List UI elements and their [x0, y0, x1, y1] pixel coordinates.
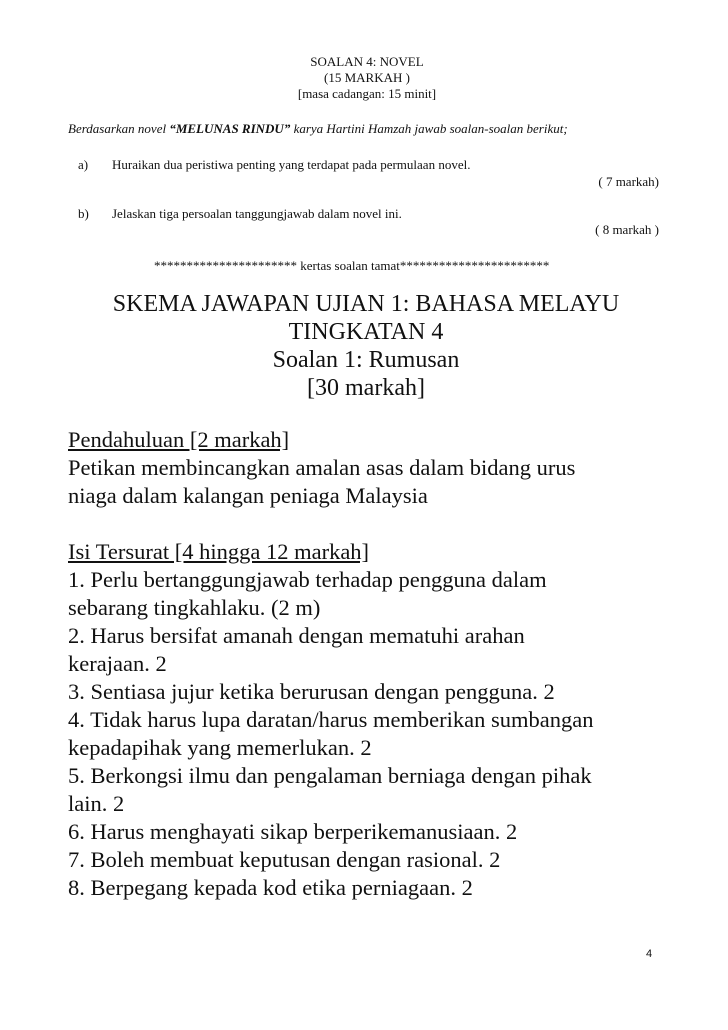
isi-line: lain. 2: [68, 791, 125, 816]
instruction-before: Berdasarkan novel: [68, 121, 170, 136]
isi-line: 3. Sentiasa jujur ketika berurusan dengan pengguna. 2: [68, 679, 555, 704]
question-b-text: Jelaskan tiga persoalan tanggungjawab dalam novel ini.: [112, 206, 402, 221]
isi-line: 4. Tidak harus lupa daratan/harus memberikan sumbangan: [68, 707, 594, 732]
isi-line: 7. Boleh membuat keputusan dengan rasional. 2: [68, 847, 501, 872]
question-a: [78, 157, 470, 173]
question-b: [78, 206, 402, 222]
skema-question: Soalan 1: Rumusan: [272, 347, 460, 373]
isi-line: 1. Perlu bertanggungjawab terhadap pengguna dalam: [68, 567, 547, 592]
isi-line: 8. Berpegang kepada kod etika perniagaan. 2: [68, 875, 473, 900]
isi-heading: Isi Tersurat [4 hingga 12 markah]: [68, 539, 370, 564]
question-a-label: a): [78, 157, 89, 172]
isi-line: kepadapihak yang memerlukan. 2: [68, 735, 372, 760]
isi-line: 5. Berkongsi ilmu dan pengalaman berniaga dengan pihak: [68, 763, 592, 788]
isi-line: 2. Harus bersifat amanah dengan mematuhi arahan: [68, 623, 525, 648]
question-a-text: Huraikan dua peristiwa penting yang terdapat pada permulaan novel.: [112, 157, 471, 172]
pendahuluan-line: niaga dalam kalangan peniaga Malaysia: [68, 483, 428, 508]
isi-line: sebarang tingkahlaku. (2 m): [68, 595, 321, 620]
question-b-label: b): [78, 206, 89, 221]
isi-line: 6. Harus menghayati sikap berperikemanusiaan. 2: [68, 819, 518, 844]
instruction-after: karya Hartini Hamzah jawab soalan-soalan berikut;: [290, 121, 568, 136]
pendahuluan-line: Petikan membincangkan amalan asas dalam bidang urus: [68, 455, 576, 480]
question-header-time: [masa cadangan: 15 minit]: [297, 86, 437, 101]
page-number: 4: [646, 948, 653, 960]
end-of-paper-marker: ********************** kertas soalan tamat***********************: [154, 258, 550, 273]
isi-line: kerajaan. 2: [68, 651, 167, 676]
skema-title: SKEMA JAWAPAN UJIAN 1: BAHASA MELAYU: [112, 291, 620, 317]
question-header-title: SOALAN 4: NOVEL: [310, 54, 424, 69]
question-b-marks: ( 8 markah ): [595, 222, 659, 237]
question-header-marks: (15 MARKAH ): [324, 70, 410, 85]
skema-form: TINGKATAN 4: [288, 319, 444, 345]
skema-marks: [30 markah]: [307, 375, 425, 401]
question-a-marks: ( 7 markah): [598, 174, 659, 189]
novel-title: “MELUNAS RINDU”: [169, 121, 291, 136]
pendahuluan-heading: Pendahuluan [2 markah]: [68, 427, 290, 452]
instruction-text: [68, 121, 568, 137]
